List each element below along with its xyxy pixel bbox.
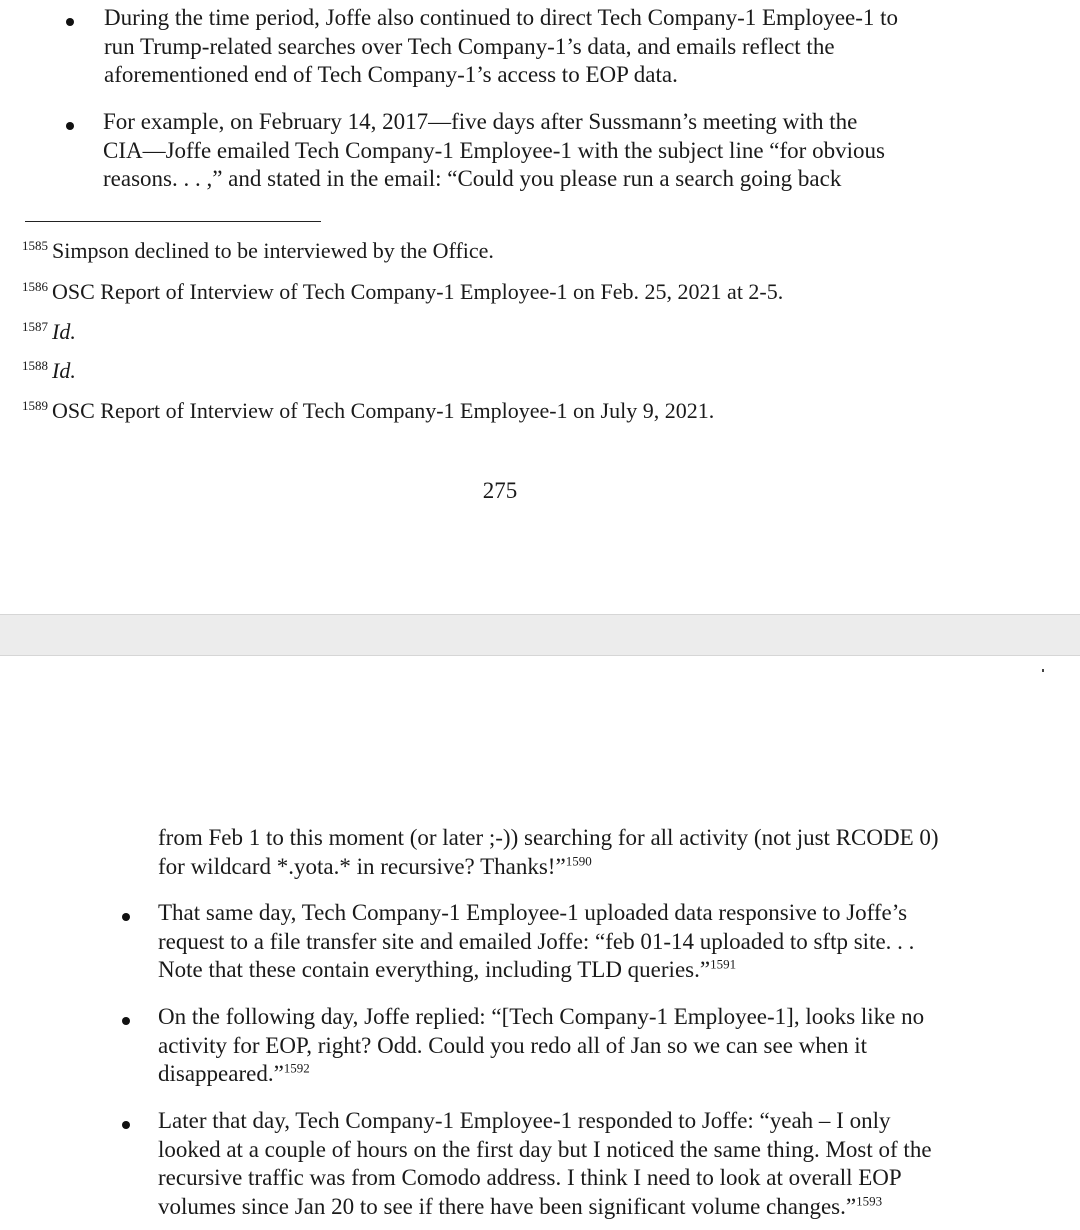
footnote-reference: 1590	[565, 852, 592, 868]
bullet-text: During the time period, Joffe also continued to direct Tech Company-1 Employee-1 to run Trump-related searches over Tech Company-1’s data, and emails reflect the aforementioned end of Tech Company-1’s access to EOP data.	[104, 5, 899, 87]
bullet-item	[0, 899, 1080, 989]
bullet-item	[0, 108, 1080, 198]
bullet-text-body: That same day, Tech Company-1 Employee-1 uploaded data responsive to Joffe’s request to a file transfer site and emailed Joffe: “feb 01-14 uploaded to sftp site. . . Note that these contain everything, including TLD queries.”	[158, 900, 915, 982]
bullet-text: For example, on February 14, 2017—five days after Sussmann’s meeting with the CIA—Joffe emailed Tech Company-1 Employee-1 with the subject line “for obvious reasons. . . ,” and stated in the email: “Could you please run a search going back	[103, 109, 885, 191]
bullet-item	[0, 1107, 1080, 1227]
bullet-dot-icon	[66, 122, 74, 130]
bullet-dot-icon	[122, 1121, 130, 1129]
footnote-number: 1587	[22, 318, 48, 334]
footnote-number: 1585	[22, 237, 48, 253]
footnote-text: OSC Report of Interview of Tech Company-1 Employee-1 on July 9, 2021.	[52, 398, 715, 423]
footnote-text: Simpson declined to be interviewed by the Office.	[52, 238, 494, 263]
continued-quote-text: from Feb 1 to this moment (or later ;-)) searching for all activity (not just RCODE 0) for wildcard *.yota.* in recursive? Thanks!”	[158, 825, 939, 879]
footnote	[22, 358, 76, 384]
continued-quote	[158, 824, 939, 881]
footnote-text: Id.	[52, 319, 76, 344]
footnote-reference: 1592	[283, 1060, 310, 1076]
bullet-text-body: On the following day, Joffe replied: “[Tech Company-1 Employee-1], looks like no activity for EOP, right? Odd. Could you redo all of Jan so we can see when it disappeared.”	[158, 1004, 925, 1086]
footnote	[22, 238, 494, 264]
bullet-dot-icon	[122, 1017, 130, 1025]
bullet-dot-icon	[122, 913, 130, 921]
footnote-reference: 1593	[856, 1192, 883, 1208]
bullet-text	[158, 899, 914, 985]
footnote-reference: 1591	[710, 956, 737, 972]
footnote-number: 1588	[22, 357, 48, 373]
footnote-number: 1589	[22, 397, 48, 413]
bullet-item	[0, 4, 1080, 94]
bullet-text	[158, 1107, 932, 1221]
footnote	[22, 398, 714, 424]
page-number: 275	[482, 478, 518, 503]
footnote-separator	[25, 221, 321, 222]
page-gap	[0, 614, 1080, 656]
bullet-text-body: Later that day, Tech Company-1 Employee-1 responded to Joffe: “yeah – I only looked at a couple of hours on the first day but I noticed the same thing. Most of the recursive traffic was from Comodo address. I think I need to look at overall EOP volumes since Jan 20 to see if there have been significant volume changes.”	[158, 1108, 932, 1219]
scan-artifact	[1042, 669, 1044, 672]
footnote-text: OSC Report of Interview of Tech Company-1 Employee-1 on Feb. 25, 2021 at 2-5.	[52, 279, 784, 304]
bullet-item	[0, 1003, 1080, 1093]
bullet-text	[158, 1003, 924, 1089]
bullet-dot-icon	[66, 18, 74, 26]
footnote	[22, 319, 76, 345]
footnote	[22, 279, 783, 305]
document-page-275	[0, 0, 1080, 614]
footnote-text: Id.	[52, 358, 76, 383]
footnote-number: 1586	[22, 278, 48, 294]
